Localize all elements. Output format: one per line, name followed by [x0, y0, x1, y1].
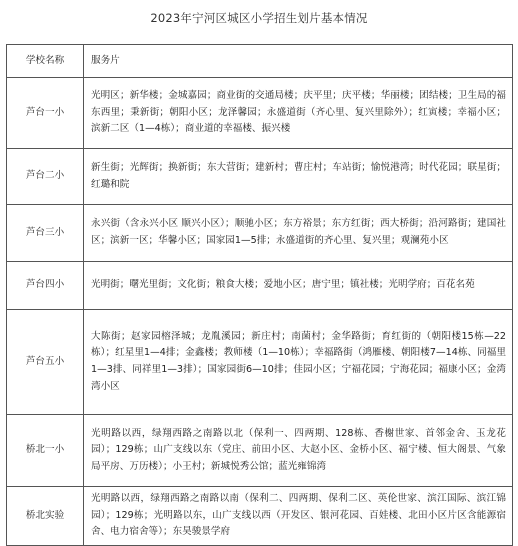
school-name-cell: 芦台二小 [7, 149, 84, 205]
service-area-cell: 永兴街（含永兴小区 顺兴小区）；顺驰小区；东方裕景；东方红街；西大桥街；沿河路街；建国社区；滨新一区；华馨小区；国家园1—5排；永盛道街的齐心里、复兴里；观澜苑小区 [84, 205, 513, 262]
page-title: 2023年宁河区城区小学招生划片基本情况 [150, 11, 368, 25]
header-service-area: 服务片 [84, 45, 513, 78]
table-row [7, 487, 513, 546]
table-row [7, 205, 513, 262]
table-row [7, 262, 513, 310]
school-name-cell: 桥北实验 [7, 487, 84, 546]
service-area-cell: 光明路以西，绿翔西路之南路以北（保利一、四两期、128栋、香榭世家、首邻金舍、玉龙花园）；129栋；山广支线以东（党庄、前田小区、大赵小区、金桥小区、福宁楼、恒大阁景、气象局平房、万历楼）；小王村；新城悦秀公馆；蓝光雍锦湾 [84, 415, 513, 487]
school-name-cell: 芦台一小 [7, 78, 84, 149]
school-name-cell: 芦台五小 [7, 310, 84, 415]
school-name-cell: 芦台三小 [7, 205, 84, 262]
enrollment-zone-table [6, 44, 513, 546]
table-row [7, 78, 513, 149]
service-area-cell: 光明街；曙光里街；文化街；粮食大楼；爱地小区；唐宁里；镇社楼；光明学府；百花名苑 [84, 262, 513, 310]
table-row [7, 415, 513, 487]
school-name-cell: 芦台四小 [7, 262, 84, 310]
table-row [7, 149, 513, 205]
service-area-cell: 光明区；新华楼；金城嘉园；商业街的交通局楼；庆平里；庆平楼；华丽楼；团结楼；卫生局的福东西里；秉新街；朝阳小区；龙泽馨园；永盛道街（齐心里、复兴里除外）；红寅楼；幸福小区；滨新二区（1—4栋）；商业道的幸福楼、振兴楼 [84, 78, 513, 149]
table-header-row [7, 45, 513, 78]
service-area-cell: 新生街；光辉街；换新街；东大营街；建新村；曹庄村；车站街；愉悦港湾；时代花园；联星街；红璐和院 [84, 149, 513, 205]
table-row [7, 310, 513, 415]
header-school-name: 学校名称 [7, 45, 84, 78]
service-area-cell: 大陈街；赵家园榕泽城；龙胤溪园；新庄村；南菌村；金华路街；育红街的（朝阳楼15栋—22栋）；红星里1—4排；金鑫楼；教师楼（1—10栋）；幸福路街（鸿雁楼、朝阳楼7—14栋、同福里1—3排、同祥里1—3排）；国家园街6—10排；佳园小区；宁福花园；宁海花园；福康小区；金湾湾小区 [84, 310, 513, 415]
service-area-cell: 光明路以西，绿翔西路之南路以南（保利二、四两期、保利二区、英伦世家、滨江国际、滨江锦园）；129栋；光明路以东，山广支线以西（开发区、银河花园、百娃楼、北田小区片区含能源宿舍、电力宿舍等）；东昊骏景学府 [84, 487, 513, 546]
school-name-cell: 桥北一小 [7, 415, 84, 487]
